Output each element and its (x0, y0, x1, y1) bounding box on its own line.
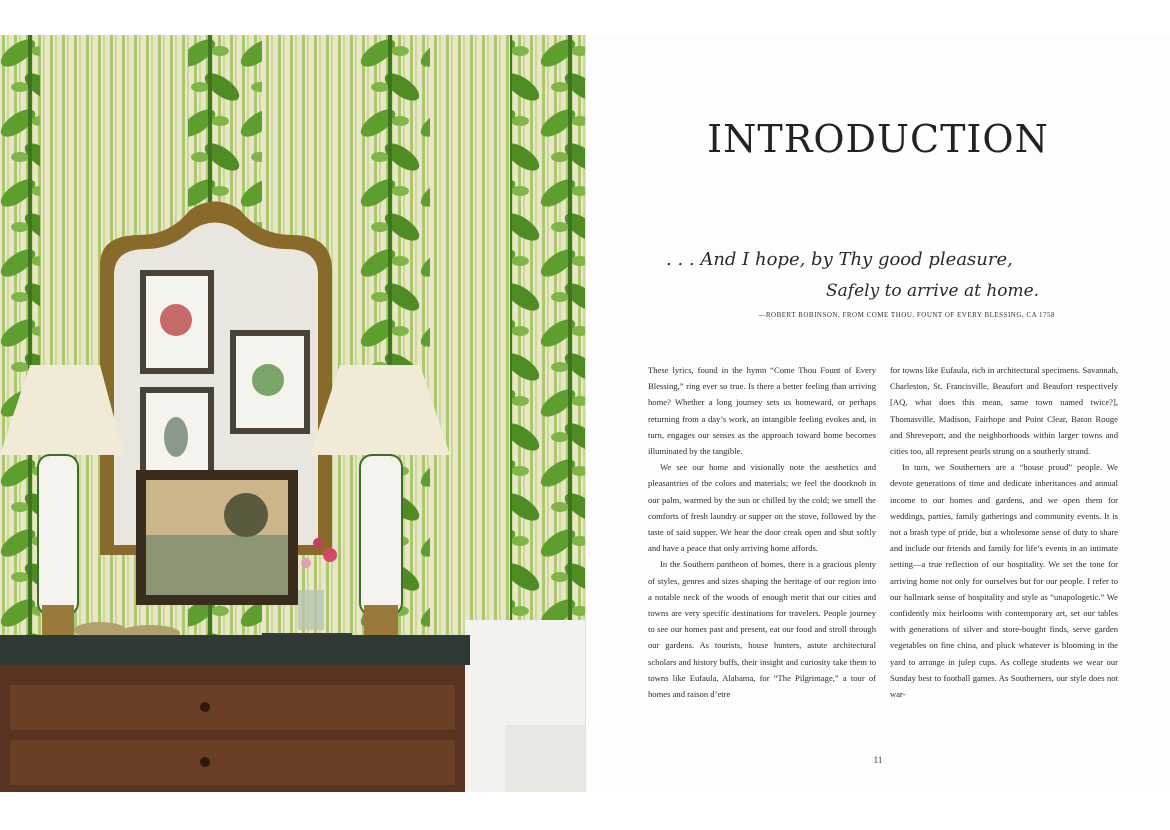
paragraph: In turn, we Southerners are a “house proud” people. We devote generations of time and dedicate inheritances and annual income to our homes and gardens, and we open them for weddings, parties, family gatherings and community events. It is not a brash type of pride, but a wholesome sense of duty to share and include our friends and family for life’s events in an intimate setting—a true reflection of our hospitality. We set the tone for arriving home not only for ourselves but for our people. I refer to our hallmark sense of hospitality and style as “unapologetic.” We confidently mix heirlooms with contemporary art, set our tables with generations of silver and store-bought finds, serve garden vegetables on fine china, and pluck whatever is blooming in the yard to arrange in julep cups. As college students we wear our Sunday best to football games. As Southerners, our style does not war- (890, 462, 1118, 700)
book-spread (0, 35, 1170, 792)
epigraph-line-1: . . . And I hope, by Thy good pleasure, (666, 249, 1013, 270)
epigraph-attribution: —ROBERT ROBINSON, FROM COME THOU, FOUNT OF EVERY BLESSING, CA 1758 (758, 311, 1055, 319)
interior-photograph (0, 35, 585, 792)
column-right (890, 362, 1118, 702)
column-left (648, 362, 876, 702)
page-number: 11 (873, 755, 883, 765)
body-columns (648, 362, 1118, 702)
paragraph-continued: for towns like Eufaula, rich in architectural specimens. Savannah, Charleston, St. Francisville, Beaufort and Beaufort respectively [AQ, what does this mean, same town named twice?], Thomasville, Madison, Fairhope and Point Clear, Baton Rouge and Shreveport, and the neighborhoods within larger towns and cities too, all represent pearls strung on a southerly strand. (890, 365, 1118, 457)
epigraph-line-2: Safely to arrive at home. (826, 281, 1040, 301)
paragraph: These lyrics, found in the hymn “Come Thou Fount of Every Blessing,” ring ever so true. Is there a better feeling than arriving home? Whether a long journey sets us homeward, or perhaps returning from a day’s work, an intangible feeling evokes and, in turn, engages our senses as the approach toward home becomes illuminated by the tangible. (648, 365, 876, 457)
text-page (585, 35, 1170, 792)
paragraph: In the Southern pantheon of homes, there is a gracious plenty of styles, genres and sizes shaping the heritage of our region into a notable neck of the woods of enough merit that our cities and towns are very specific destinations for travelers. People journey to see our homes past and present, eat our food and stroll through our gardens. As tourists, house hunters, astute architectural scholars and history buffs, their insight and curiosity take them to towns like Eufaula, Alabama, for “The Pilgrimage,” a tour of homes and raison d’etre (648, 559, 876, 700)
interior-illustration (0, 35, 585, 792)
paragraph: We see our home and visionally note the aesthetics and pleasantries of the colors and materials; we feel the doorknob in our palm, warmed by the sun or chilled by the cold; we smell the comforts of fresh laundry or supper on the stove, followed by the taste of said supper. We hear the door creak open and shut softly and have a peace that only arriving home affords. (648, 462, 876, 554)
chapter-title: INTRODUCTION (707, 117, 1049, 161)
